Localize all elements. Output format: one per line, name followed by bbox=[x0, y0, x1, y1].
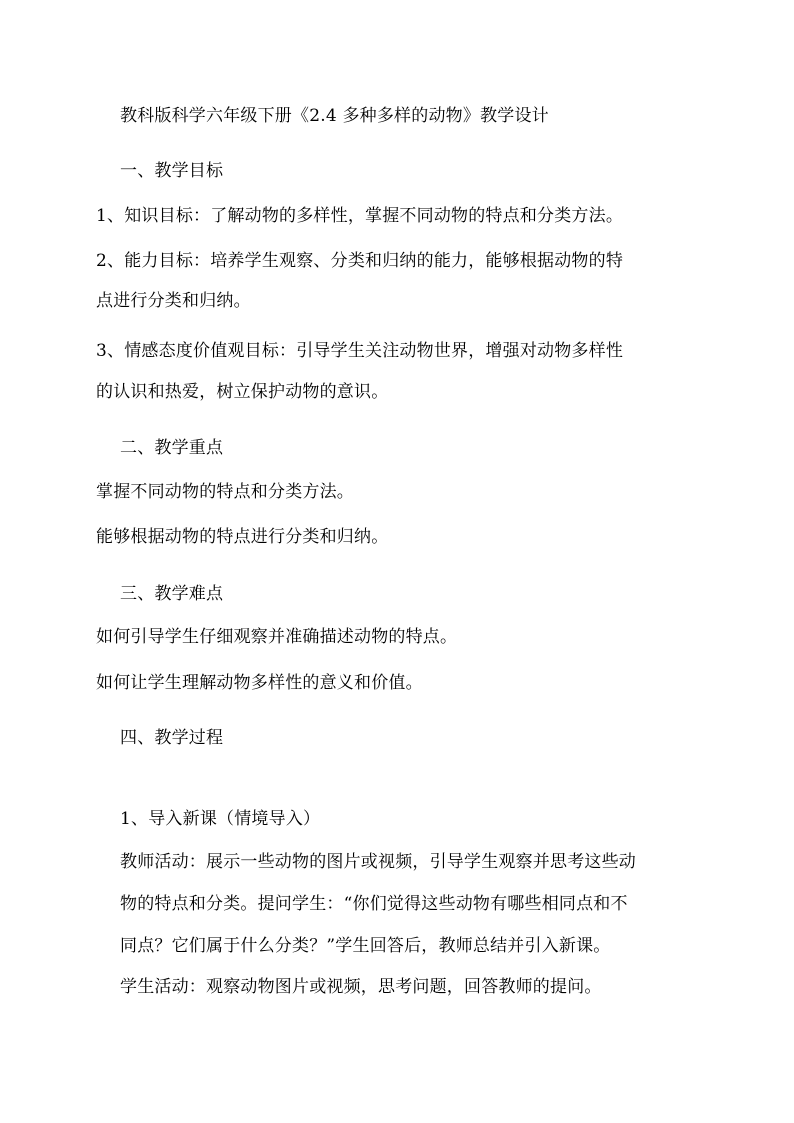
difficulty-1: 如何引导学生仔细观察并准确描述动物的特点。 bbox=[96, 627, 458, 647]
key-point-2: 能够根据动物的特点进行分类和归纳。 bbox=[96, 527, 389, 547]
difficulty-2: 如何让学生理解动物多样性的意义和价值。 bbox=[96, 673, 423, 693]
section-heading-key-points: 二、教学重点 bbox=[120, 438, 224, 458]
teacher-activity-line-3: 同点？它们属于什么分类？”学生回答后，教师总结并引入新课。 bbox=[120, 936, 611, 956]
objective-ability-line-1: 2、能力目标：培养学生观察、分类和归纳的能力，能够根据动物的特 bbox=[96, 251, 624, 271]
teacher-activity-line-1: 教师活动：展示一些动物的图片或视频，引导学生观察并思考这些动 bbox=[120, 852, 636, 872]
objective-ability-line-2: 点进行分类和归纳。 bbox=[96, 291, 251, 311]
section-heading-process: 四、教学过程 bbox=[120, 728, 224, 748]
process-step-1-heading: 1、导入新课（情境导入） bbox=[120, 809, 321, 829]
section-heading-difficulties: 三、教学难点 bbox=[120, 584, 224, 604]
objective-emotion-line-1: 3、情感态度价值观目标：引导学生关注动物世界，增强对动物多样性 bbox=[96, 341, 624, 361]
objective-emotion-line-2: 的认识和热爱，树立保护动物的意识。 bbox=[96, 382, 389, 402]
teacher-activity-line-2: 物的特点和分类。提问学生：“你们觉得这些动物有哪些相同点和不 bbox=[120, 894, 628, 914]
student-activity-line-1: 学生活动：观察动物图片或视频，思考问题，回答教师的提问。 bbox=[120, 977, 602, 997]
document-title: 教科版科学六年级下册《2.4 多种多样的动物》教学设计 bbox=[120, 106, 549, 126]
objective-knowledge: 1、知识目标：了解动物的多样性，掌握不同动物的特点和分类方法。 bbox=[96, 206, 624, 226]
key-point-1: 掌握不同动物的特点和分类方法。 bbox=[96, 482, 354, 502]
section-heading-objectives: 一、教学目标 bbox=[120, 161, 224, 181]
